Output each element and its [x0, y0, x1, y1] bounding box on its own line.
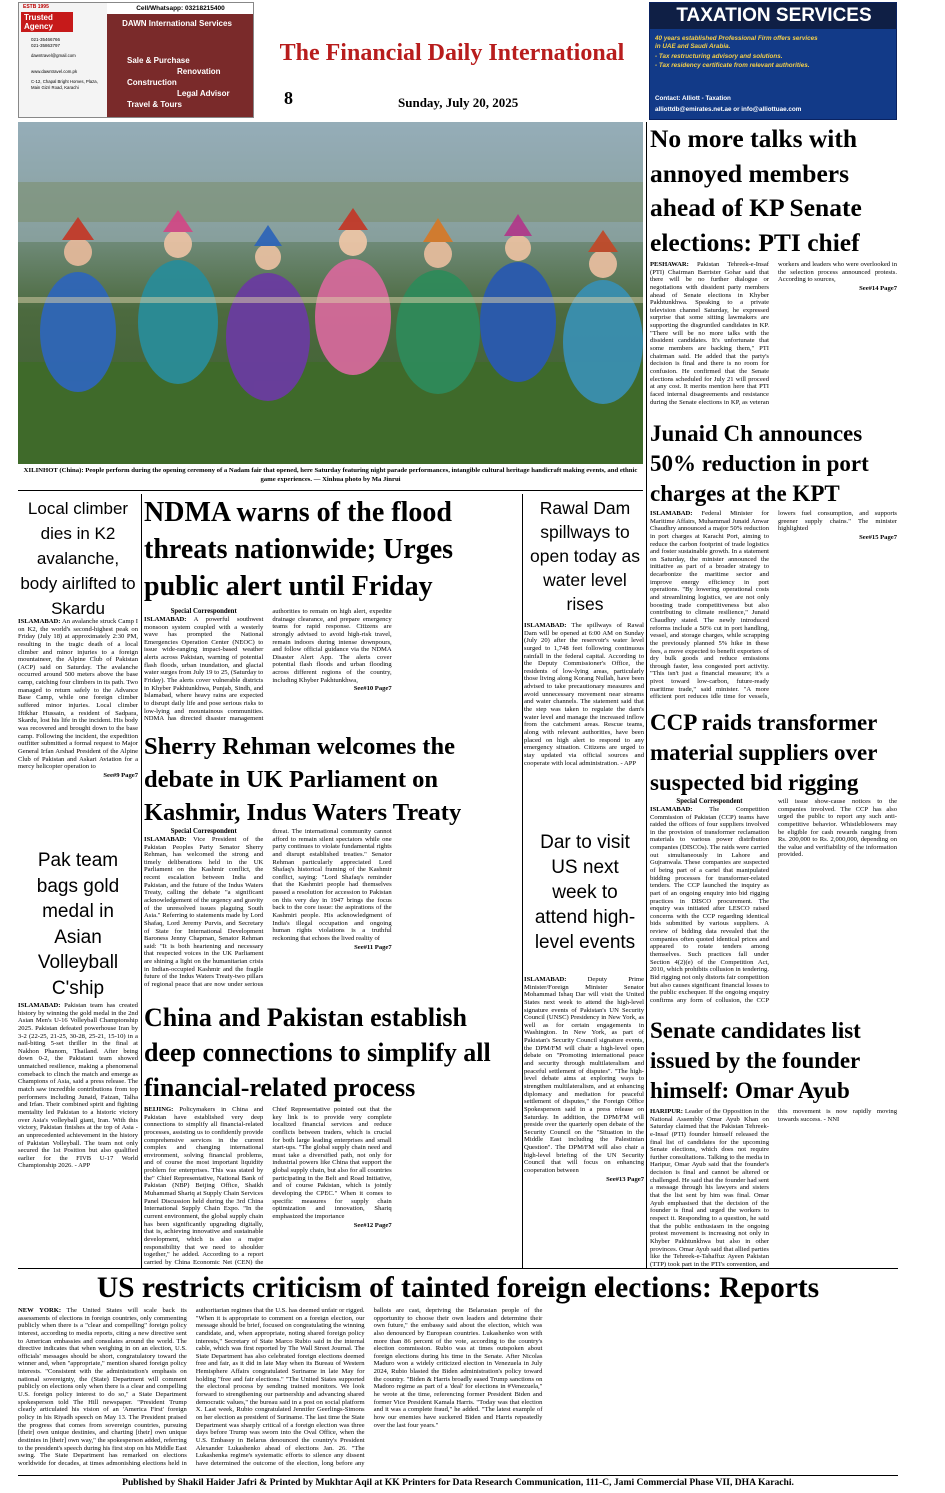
- photo-bottom-rule: [18, 490, 643, 491]
- trusted-agency-logo: [21, 12, 73, 32]
- china-text: Policymakers in China and Pakistan have established very deep connections to simplify all financial-related processes, assisting us to confidently provide comprehensive services in the current complex and changing international environment, solving financial problems, and of course the most important liquidity problem for enterprises. This was stated by the" Chief Representative, National Bank of Pakistan (NBP) Beijing Office, Shaikh Muhammad Shariq at Supply Chain Services Panel Discussion held during the 3rd China International Supply Chain Expo. "In the current environment, the global supply chain has been significantly upgrading digitally, that is, achieving innovative and sustainable development, which is also a major responsibility that we need to shoulder together," he added. According to a report carried by China Economic Net (CEN) the Chief Representative pointed out that the key link is to provide very complete localized financial services and reduce conflicts between traders, which is crucial for both large leading enterprises and small start-ups. "The global supply chain need and must take a diversified path, not only for industrial powers like China that support the global supply chain, but also for all countries participating in the Belt and Road Initiative, and of course Pakistan, which is jointly developing the CPEC." When it comes to specific measures for supply chain optimization and innovation, Shariq emphasized the importance: [144, 1106, 392, 1266]
- dateline-volleyball: ISLAMABAD:: [18, 1002, 61, 1009]
- headline-rawal: Rawal Dam spillways to open today as water level rises: [530, 498, 640, 614]
- dateline-pti: PESHAWAR:: [650, 261, 689, 268]
- ccp-text: The Competition Commission of Pakistan (CCP) teams have raided the offices of four suppliers involved in the provision of transformer reclamation materials to various power distribution companies (DISCOs). The raids were carried out simultaneously in Lahore and Gujranwala. These companies are suspected of being part of a cartel that manipulated bidding processes for transformer-related tenders. The CCP launched the inquiry as part of an ongoing enquiry into bid rigging practices in DISCO procurement. The enquiry was initiated after LESCO raised concerns with the CCP regarding identical bids submitted by various suppliers. A review of bidding data revealed that the companies often quoted identical prices and appeared to rotate tenders among themselves. Such practices fall under Section 4(2)(e) of the Competition Act, 2010, which prohibits collusion in tendering. Bid rigging not only distorts fair competition but also causes significant financial losses to the public exchequer. If the ongoing enquiry confirms any form of collusion, the CCP will issue show-cause notices to the companies involved. The CCP has also urged the public to report any such anti-competitive behavior. Whistleblowers may be eligible for cash rewards ranging from Rs. 200,000 to Rs. 2,000,000, depending on the value and verifiability of the information provided.: [650, 798, 897, 1004]
- ad-web: www.dawntravel.com.pk: [31, 69, 78, 74]
- china-continuation: See#12 Page7: [353, 1221, 392, 1229]
- ad-email: dawntravel@gmail.com: [31, 53, 76, 58]
- photo-caption: XILINHOT (China): People perform during the opening ceremony of a Nadam fair that opened, here Saturday featuring night parade performances, intangible cultural heritage handicraft making events, and ethnic game experiences. — Xinhua photo by Ma Jinrui: [23, 467, 638, 483]
- senate-text: Leader of the Opposition in the National Assembly Omar Ayub Khan on Saturday claimed that the Pakistan Tehreek-e-Insaf (PTI) founder himself released the final list of candidates for the upcoming Senate elections, which does not require further consultations. Talking to the media in Haripur, Omar Ayub said that the founder's decision is final and cannot be altered or challenged. He said that the founder had sent a message through his lawyers and sisters that the list sent by him was final. Omar Ayub emphasised that the decision of the founder is final and urged the workers to respect it. Responding to a question, he said that the public enthusiasm in the ongoing protest movement is increasing not only in Khyber Pakhtunkhwa but also in other provinces. Omar Ayub said that allied parties like the Tehreek-e-Tahaffuz Ayeen Pakistan (TTP) took part in the PTI's convention, and this movement is now rapidly moving towards success. - NNI: [650, 1108, 897, 1268]
- ad-service-3: Construction: [127, 78, 177, 87]
- tax-ad-line-4: - Tax residency certificate from relevant authorities.: [655, 62, 810, 69]
- ad-cell-line: Cell/Whatsapp: 03218215400: [107, 3, 254, 14]
- issue-date: Sunday, July 20, 2025: [398, 95, 519, 110]
- article-us-body: [18, 1307, 898, 1473]
- dateline-sherry: ISLAMABAD:: [144, 835, 187, 843]
- article-dar-body: [524, 976, 644, 1268]
- article-k2-body: [18, 618, 138, 843]
- dateline-dar: ISLAMABAD:: [524, 976, 567, 983]
- page-number: 8: [284, 88, 293, 108]
- ad-service-4: Legal Advisor: [177, 89, 230, 98]
- headline-junaid: Junaid Ch announces 50% reduction in port charges at the KPT: [650, 421, 869, 506]
- tax-ad-line-1: 40 years established Professional Firm offers services: [655, 35, 818, 42]
- ad-service-2: Renovation: [177, 67, 221, 76]
- column-rule-right: [646, 122, 647, 1268]
- ad-service-1: Sale & Purchase: [127, 56, 190, 65]
- headline-sherry: Sherry Rehman welcomes the debate in UK Parliament on Kashmir, Indus Waters Treaty: [144, 733, 462, 826]
- junaid-continuation: See#15 Page7: [859, 533, 897, 541]
- sherry-text: Vice President of the Pakistan Peoples Party Senator Sherry Rehman, has welcomed the strong and timely deliberations held in the UK Parliament on the Kashmir conflict, the recent escalation between India and Pakistan, and the future of the Indus Waters Treaty, calling the debate "a significant acknowledgement of the urgency and gravity of the unresolved issues plaguing South Asia." Referring to statements made by Lord Shafaq, Lord Jeremy Purvis, and Secretary of State for International Development Baroness Jenny Chapman, Senator Rehman said: "It is both heartening and necessary that respected voices in the UK Parliament are shining a light on the humanitarian crisis in Indian-occupied Kashmir and the fragile future of the Indus Waters Treaty-two pillars of regional peace that are now under serious threat. The international community cannot afford to remain silent spectators while one party continues to violate fundamental rights and disrupt established treaties." Senator Rehman particularly appreciated Lord Shafaq's historical framing of the Kashmir conflict, saying: "Lord Shafaq's reminder that the Kashmiri people had themselves passed a resolution for accession to Pakistan on this very day in 1947 brings the focus back to the core issue: the aspirations of the Kashmiri people. His acknowledgment of India's illegal occupation and ongoing human rights violations is a truthful reckoning that echoes the lived reality of: [144, 828, 392, 989]
- imprint-footer: Published by Shakil Haider Jafri & Printed by Mukhtar Aqil at KK Printers for Data Research Communication, 111-C, Jami Commercial Phase VII, DHA Karachi.: [122, 1477, 794, 1488]
- masthead-title: The Financial Daily International: [279, 40, 625, 66]
- headline-us: US restricts criticism of tainted foreign elections: Reports: [96, 1272, 820, 1304]
- rawal-text: The spillways of Rawal Dam will be opened at 6:00 AM on Sunday (July 20) after the reservoir's water level surged to 1,748 feet following continuous rainfall in the federal capital. According to the Deputy Commissioner's Office, the residents of low-lying areas, particularly those living along Korang Nullah, have been advised to take precautionary measures and avoid unnecessary movement near streams and water channels. The statement said that the step was taken to regulate the dam's water level and manage the increased inflow from the catchment areas. Rescue teams, along with relevant authorities, have been placed on high alert to respond to any emergency situation. Citizens are urged to stay updated via official sources and cooperate with local administration. - APP: [524, 622, 644, 767]
- headline-senate: Senate candidates list issued by the founder himself: Omar Ayub: [650, 1018, 861, 1103]
- dateline-k2: ISLAMABAD:: [18, 618, 61, 625]
- article-volleyball-body: [18, 1002, 138, 1268]
- article-pti-body: [650, 261, 897, 413]
- tax-ad-line-2: in UAE and Saudi Arabia.: [655, 43, 731, 50]
- dateline-rawal: ISLAMABAD:: [524, 622, 567, 629]
- ad-phones: 021-35466766 021-35863797: [31, 37, 61, 48]
- ad-address: C-12, Chapal Bright Homes, Plaza, Main Gizri Road, Karachi: [31, 79, 98, 90]
- article-china-body: [144, 1106, 520, 1268]
- article-ccp-body: [650, 798, 897, 1012]
- sherry-continuation: See#11 Page7: [354, 943, 392, 951]
- ndma-byline: Special Correspondent: [170, 608, 237, 615]
- pti-continuation: See#14 Page7: [859, 284, 897, 292]
- headline-k2: Local climber dies in K2 avalanche, body airlifted to Skardu: [20, 499, 136, 618]
- k2-text: An avalanche struck Camp I on K2, the world's second-highest peak on Friday (July 18) at approximately 2:30 PM, resulting in the tragic death of a local climber and minor injuries to a foreign mountaineer, the Alpine Club of Pakistan (ACP) said on Saturday. The avalanche occurred around 500 meters above the base camp, catching four climbers in its path. Two managed to return safely to the Advance Base Camp, while one foreign climber suffered minor injuries. Local climber Iftikhar Hussain, a resident of Sadpara, Skardu, lost his life in the incident. His body was recovered and brought down to the base camp. Following the incident, the expedition outfitter submitted a formal request to Major General Irfan Arshad President of the Alpine Club of Pakistan and Askari Aviation for a mercy helicopter operation to: [18, 618, 138, 771]
- article-rawal-body: [524, 622, 644, 830]
- dateline-us: NEW YORK:: [18, 1307, 62, 1314]
- pti-text: Pakistan Tehreek-e-Insaf (PTI) Chairman Barrister Gohar said that there will be no further dialogue or negotiations with dissident party members ahead of Senate elections in Khyber Pakhtunkhwa. Speaking to a private television channel Saturday, he expressed surprise that some sitting lawmakers are supporting the disgruntled candidates in KP. "There will be no more talks with the dissident candidates. It's unfortunate that some members are backing them," PTI chairman said. He added that the party's decision is final and there is no room for confusion. He confirmed that the Senate elections scheduled for July 21 will proceed at any cost. It merits mention here that PTI faced internal disagreements and resistance during the Senate elections in KP, as veteran workers and leaders who were overlooked in the selection process announced protests. According to sources,: [650, 261, 897, 406]
- junaid-text: Federal Minister for Maritime Affairs, Muhammad Junaid Anwar Chaudhry announced a major 50% reduction in port charges at Karachi Port, aiming to reduce the carbon footprint of trade logistics and foster sustainable growth. In a statement on Saturday, the minister announced the initiative as part of a broader strategy to decarbonize the maritime sector and improve energy efficiency in port operations. "By lowering operational costs and streamlining logistics, we are not only boosting trade competitiveness but also contributing to climate resilience," Junaid Chaudhry stated. The newly introduced reforms include a 50% cut in port handling, vessel, and storage charges, while scrapping the previously planned 5% hike in these fees, a move expected to benefit exporters of dry bulk goods and reduce emissions through faster, less congested port activity. "This isn't just a financial measure; it's a pivot toward low-carbon, future-ready maritime trade," said minister. "A more efficient port reduces idle time for vessels, lowers fuel consumption, and supports greener supply chains." The minister highlighted: [650, 510, 897, 701]
- ccp-byline: Special Correspondent: [676, 798, 743, 805]
- ndma-text: A powerful southwest monsoon system coupled with a westerly wave has prompted the National Emergencies Operation Center (NEOC) to issue wide-ranging impact-based weather alerts across Pakistan, warning of potential flash floods, urban inundation, and glacial water surges from July 19 to 25, (Saturday to Friday). The alerts cover vulnerable districts in Khyber Pakhtunkhwa, Punjab, Sindh, and Islamabad, where heavy rains are expected to disrupt daily life and pose serious risks to low-lying and mountainous communities. NDMA has directed disaster management authorities to remain on high alert, expedite drainage clearance, and prepare emergency teams for rapid response. Citizens are strongly advised to avoid high-risk travel, remain indoors during intense downpours, and follow official guidance via the NDMA Disaster Alert App. The alerts cover potential flash floods and urban flooding across different regions of the country, including Khyber Pakhtunkhwa,: [144, 608, 392, 723]
- us-top-rule: [18, 1268, 898, 1269]
- article-sherry-body: [144, 828, 520, 996]
- k2-continuation: See#9 Page7: [103, 771, 138, 779]
- headline-volleyball: Pak team bags gold medal in Asian Volleyball C'ship: [36, 850, 120, 999]
- column-rule-left: [141, 494, 142, 1268]
- headline-pti: No more talks with annoyed members ahead of KP Senate elections: PTI chief: [650, 124, 862, 257]
- estb-label: ESTB 1995: [23, 4, 49, 10]
- headline-dar: Dar to visit US next week to attend high-level events: [534, 832, 636, 953]
- dateline-ndma: ISLAMABAD:: [144, 615, 187, 623]
- headline-ndma: NDMA warns of the flood threats nationwide; Urges public alert until Friday: [144, 497, 454, 602]
- dateline-junaid: ISLAMABAD:: [650, 510, 693, 517]
- dar-continuation: See#13 Page7: [606, 1175, 644, 1183]
- ad-dawn-international: [18, 2, 254, 118]
- dar-text: Deputy Prime Minister/Foreign Minister Senator Mohammad Ishaq Dar will visit the United States next week to attend the high-level signature events of Pakistan's UN Security Council (UNSC) Presidency in New York, as well as for certain engagements in Washington. In New York, as part of Pakistan's Security Council signature events, the DPM/FM will chair a high-level open debate on "Promoting international peace and security through multilateralism and peaceful settlement of disputes". "The high-level debate aims at exploring ways to strengthen multilateralism, and at enhancing diplomacy and mediation for peaceful settlement of disputes," the Foreign Office Spokesperson said in a press release on Saturday. In addition, the DPM/FM will preside over the quarterly open debate of the Security Council on the "Situation in the Middle East including the Palestinian Question". The DPM/FM will also chair a high-level briefing of the UN Security Council that will focus on enhancing cooperation between: [524, 976, 644, 1175]
- headline-china: China and Pakistan establish deep connections to simplify all financial-related process: [144, 1003, 491, 1102]
- ndma-continuation: See#10 Page7: [353, 685, 392, 693]
- us-text: The United States will scale back its assessments of elections in foreign countries, only commenting publicly when there is a "clear and compelling" foreign policy interest, according to media reports, citing a new directive sent to American embassies and consulates around the world. The directive indicates that when weighing in on an election, U.S. officials' messages should be short, congratulatory toward the winner and, when "appropriate," mention shared foreign policy interests. "Consistent with the administration's emphasis on national sovereignty, the (State) Department will comment publicly on elections only when there is a clear and compelling U.S. foreign policy interest to do so," a State Department spokesperson told The Hill newspaper. "President Trump clearly articulated his vision of an 'America First' foreign policy in his Riyadh speech on May 13. The President praised the progress that comes from sovereign countries, pursuing [their] own unique destinies, and charting [their] own unique destinies in [their] own way," the spokesperson added, referring to the president's speech during his first stop on his Middle East swing. The State Department has remarked on elections worldwide for decades, at times admonishing elections held in authoritarian regimes that the U.S. has deemed unfair or rigged. "When it is appropriate to comment on a foreign election, our message should be brief, focused on congratulating the winning candidate, and, when appropriate, noting shared foreign policy interests," Secretary of State Marco Rubio said in the internal cable, which was first reported by The Wall Street Journal. The State Department has also celebrated foreign elections deemed free and fair, as it did in late May when its Bureau of Western Hemisphere Affairs congratulated Suriname in late May for holding "free and fair elections." "The United States supported the electoral process by sending trained monitors. We look forward to strengthening our partnership and advancing shared democratic values," the bureau said in a post on social platform X. Last week, Rubio congratulated Jennifer Geerlings-Simons on her election as president of Suriname. The last time the State Department was sharply critical of a foreign election was three days before Trump was sworn into the Oval Office, when the U.S. Embassy in Belarus denounced the country's President Alexander Lukashenko ahead of elections Jan. 26. "The Lukashenka regime's systematic efforts to silence any dissent have determined the outcome of the election, long before any ballots are cast, depriving the Belarusian people of the opportunity to choose their own leaders and determine their own future," the embassy said about the election, which was also denounced by European countries. Lukashenko won with more than 86 percent of the vote, according to the country's election commission. Rubio was at times outspoken about foreign elections during his time in the Senate. After Nicolas Maduro won a widely criticized election in Venezuela in July 2024, Rubio blasted the Biden administration's policy toward the country. "Biden & Harris broadly eased Trump sanctions on Madoro regime as part of a 'deal' for elections in #Venezuela," he wrote at the time, referencing former President Biden and former Vice President Kamala Harris. "Today was that election and it was a complete fraud," he added. "The latest example of how our enemies have suckered Biden and Harris repeatedly over the last four years.": [18, 1307, 543, 1467]
- dateline-ccp: ISLAMABAD:: [650, 805, 693, 813]
- ad-right-panel: [107, 3, 254, 117]
- article-ndma-body: [144, 608, 520, 726]
- dateline-senate: HARIPUR:: [650, 1108, 683, 1115]
- tax-ad-title: TAXATION SERVICES: [650, 3, 897, 29]
- headline-ccp: CCP raids transformer material suppliers over suspected bid rigging: [650, 710, 877, 795]
- agency-name: Trusted Agency: [24, 13, 53, 31]
- column-rule-center: [522, 494, 523, 1268]
- article-junaid-body: [650, 510, 897, 702]
- nadam-fair-photo: [18, 122, 643, 464]
- tax-ad-emails: alliottdb@emirates.net.ae or info@alliottuae.com: [655, 106, 802, 113]
- tax-ad-contact: Contact: Alliott - Taxation: [655, 95, 731, 102]
- tax-ad-line-3: - Tax restructuring advisory and solutions.: [655, 53, 783, 60]
- volleyball-text: Pakistan team has created history by winning the gold medal in the 2nd Asian Men's U-16 Volleyball Championship 2025. Pakistan defeated powerhouse Iran by 3-2 (22-25, 21-25, 30-28, 25-21, 15-10) in a nail-biting 5-set thriller in the final at Nakhon Phanom, Thailand. After being down 0-2, the Pakistani team showed unmatched resilience, making a phenomenal comeback to clinch the match and emerge as Champions of Asia, said a press release. The match saw incredible contributions from top performers including Junaid, Faizan, Talha and Irfan. Their combined spirit and fighting mentality led Pakistan to a historic victory over Asia's volleyball giant, Iran. With this victory, Pakistan finishes at the top of Asia - an unprecedented achievement in the history of Pakistan Volleyball. The team not only secured the 1st Position but also qualified earlier for the FIVB U-17 World Championship 2026. - APP: [18, 1002, 138, 1170]
- ad-company-name: DAWN International Services: [122, 19, 232, 28]
- article-senate-body: [650, 1108, 897, 1270]
- dancers-illustration: [18, 122, 643, 464]
- footer-rule: [18, 1475, 898, 1476]
- dateline-china: BEIJING:: [144, 1106, 174, 1113]
- ad-service-5: Travel & Tours: [127, 100, 182, 109]
- ad-left-panel: [19, 3, 107, 117]
- sherry-byline: Special Correspondent: [170, 828, 237, 835]
- ad-taxation-services: [649, 2, 897, 120]
